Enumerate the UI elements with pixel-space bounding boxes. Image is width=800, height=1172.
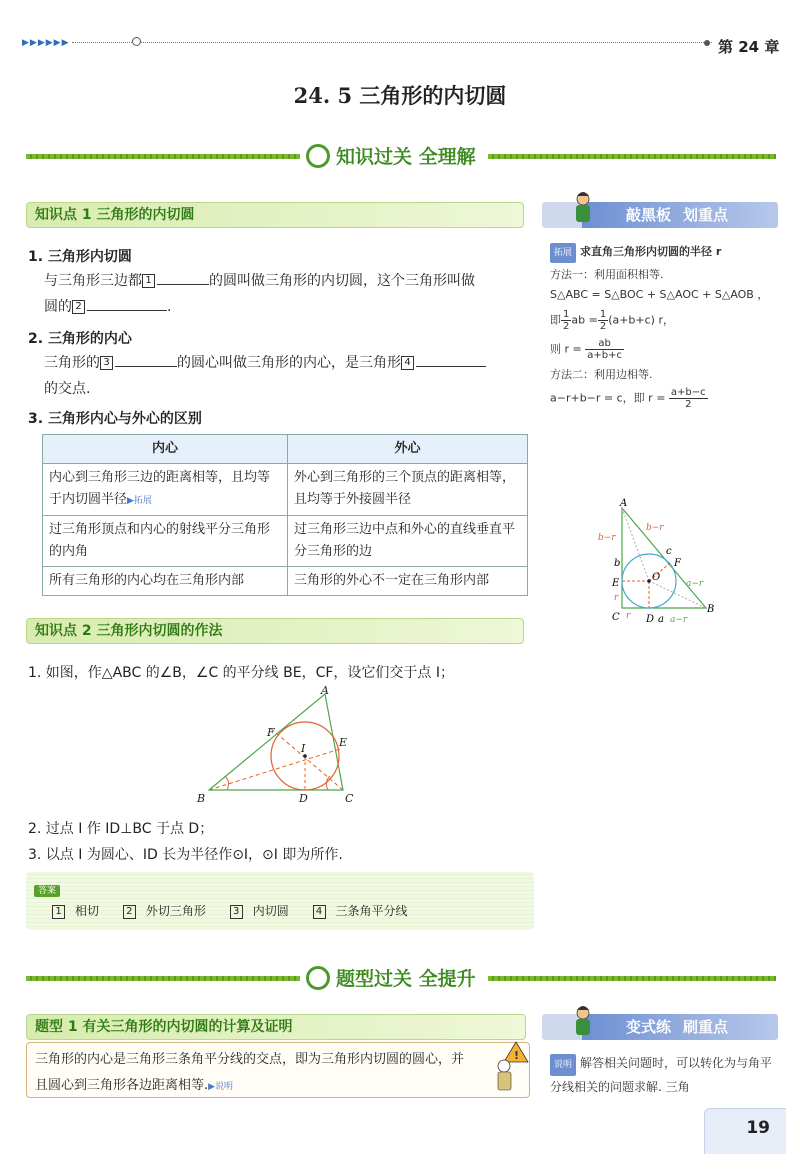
svg-text:a−r: a−r bbox=[686, 579, 704, 589]
section-banner-title: 知识过关 全理解 bbox=[330, 142, 482, 169]
incircle-construction-figure bbox=[195, 684, 365, 808]
svg-text:E: E bbox=[339, 736, 348, 749]
item-1-heading: 1. 三角形内切圆 bbox=[28, 249, 132, 265]
svg-text:a−r: a−r bbox=[670, 615, 688, 625]
svg-text:I: I bbox=[301, 742, 306, 755]
svg-text:C: C bbox=[345, 792, 354, 805]
svg-text:B: B bbox=[707, 604, 715, 615]
item-2-heading: 2. 三角形的内心 bbox=[28, 331, 132, 347]
knowledge-point-1-header: 知识点 1 三角形的内切圆 bbox=[26, 202, 524, 228]
header-rule bbox=[72, 42, 712, 43]
svg-text:O: O bbox=[652, 572, 661, 583]
sidebar-explain-note: 说明 解答相关问题时，可以转化为与角平分线相关的问题求解. 三角 bbox=[550, 1056, 773, 1094]
svg-text:B: B bbox=[197, 792, 206, 805]
swirl-icon bbox=[306, 966, 330, 990]
item-2-text: 三角形的 3 的圆心叫做三角形的内心，是三角形 4 的交点. bbox=[44, 350, 528, 402]
table-cell: 所有三角形的内心均在三角形内部 bbox=[43, 567, 288, 596]
sidebar-expand-note: 拓展 求直角三角形内切圆的半径 r 方法一：利用面积相等. S△ABC = S△BOC + S△AOC + S△AOB ， 即 $\frac{1}{2}$ ab = $\frac{1}{2}$ (a+b+c) r， 则 r = $\frac{ab}{a+b+c}$ 方法二：利用边相等. a−r+b−r = c，即 r = $\frac{a+b-c}{2}$ bbox=[550, 245, 769, 410]
item-3-heading: 3. 三角形内心与外心的区别 bbox=[28, 411, 202, 427]
sidebar-header-key-points: 敲黑板 划重点 bbox=[542, 202, 778, 228]
construction-step-1: 1. 如图，作△ABC 的∠B，∠C 的平分线 BE，CF，设它们交于点 I； bbox=[28, 665, 454, 681]
swirl-icon bbox=[306, 144, 330, 168]
page-number-tab bbox=[704, 1108, 786, 1154]
header-arrows-decoration: ▶▶▶▶▶▶ bbox=[22, 38, 70, 48]
svg-text:b: b bbox=[614, 558, 621, 569]
svg-text:b−r: b−r bbox=[598, 533, 616, 543]
svg-text:D: D bbox=[646, 614, 655, 625]
svg-text:b−r: b−r bbox=[646, 523, 664, 533]
svg-text:C: C bbox=[612, 612, 620, 623]
answer-box-1: 1 bbox=[142, 274, 155, 288]
answer-list: 1 相切 2 外切三角形 3 内切圆 4 三条角平分线 bbox=[52, 902, 428, 919]
table-cell: 过三角形顶点和内心的射线平分三角形的内角 bbox=[43, 516, 288, 567]
table-header: 外心 bbox=[288, 435, 528, 464]
table-cell: 三角形的外心不一定在三角形内部 bbox=[288, 567, 528, 596]
fill-blank-2[interactable] bbox=[87, 295, 167, 311]
warning-mascot-icon bbox=[490, 1040, 530, 1096]
svg-text:F: F bbox=[267, 726, 275, 739]
answer-tag: 答案 bbox=[34, 878, 60, 897]
table-row bbox=[43, 516, 528, 567]
svg-text:r: r bbox=[626, 611, 631, 621]
table-row bbox=[43, 464, 528, 516]
construction-step-3: 3. 以点 I 为圆心、ID 长为半径作⊙I，⊙I 即为所作. bbox=[28, 847, 343, 863]
svg-text:r: r bbox=[614, 593, 619, 603]
fill-blank-4[interactable] bbox=[416, 351, 486, 367]
svg-text:E: E bbox=[612, 578, 620, 589]
table-row bbox=[43, 567, 528, 596]
answer-box-2: 2 bbox=[72, 300, 85, 314]
construction-step-2: 2. 过点 I 作 ID⊥BC 于点 D； bbox=[28, 821, 214, 837]
svg-text:A: A bbox=[620, 498, 628, 509]
svg-text:!: ! bbox=[514, 1049, 520, 1062]
svg-text:A: A bbox=[321, 684, 329, 697]
question-type-1-header: 题型 1 有关三角形的内切圆的计算及证明 bbox=[26, 1014, 526, 1040]
table-cell: 过三角形三边中点和外心的直线垂直平分三角形的边 bbox=[288, 516, 528, 567]
header-ring-decoration bbox=[132, 37, 141, 46]
fill-blank-3[interactable] bbox=[115, 351, 177, 367]
page-title: 24. 5 三角形的内切圆 bbox=[293, 83, 507, 108]
svg-text:c: c bbox=[666, 546, 672, 557]
section-banner-knowledge bbox=[300, 142, 488, 169]
answer-panel bbox=[26, 872, 534, 930]
svg-text:D: D bbox=[299, 792, 308, 805]
teacher-icon bbox=[568, 190, 598, 228]
svg-text:F: F bbox=[674, 558, 681, 569]
section-banner-practice bbox=[300, 964, 488, 991]
incenter-circumcenter-table bbox=[42, 434, 528, 596]
sidebar-header-practice: 变式练 刷重点 bbox=[542, 1014, 778, 1040]
table-cell: 内心到三角形三边的距离相等，且均等于内切圆半径 bbox=[49, 470, 271, 507]
item-1-text: 与三角形三边都 1 的圆叫做三角形的内切圆，这个三角形叫做 圆的 2 . bbox=[44, 268, 528, 320]
svg-text:a: a bbox=[658, 614, 664, 625]
table-cell: 外心到三角形的三个顶点的距离相等，且均等于外接圆半径 bbox=[288, 464, 528, 516]
explain-tag[interactable]: ▶说明 bbox=[208, 1082, 234, 1092]
page-number: 19 bbox=[746, 1118, 770, 1138]
student-icon bbox=[568, 1004, 598, 1040]
right-triangle-incircle-figure bbox=[588, 496, 718, 626]
fill-blank-1[interactable] bbox=[157, 269, 209, 285]
answer-box-3: 3 bbox=[100, 356, 113, 370]
answer-box-4: 4 bbox=[401, 356, 414, 370]
chapter-label: 第 24 章 bbox=[718, 38, 780, 56]
table-header: 内心 bbox=[43, 435, 288, 464]
knowledge-point-2-header: 知识点 2 三角形内切圆的作法 bbox=[26, 618, 524, 644]
header-dot-decoration bbox=[704, 40, 710, 46]
expand-tag[interactable]: ▶拓展 bbox=[127, 496, 152, 506]
section-banner-title: 题型过关 全提升 bbox=[330, 964, 482, 991]
question-type-1-note: 三角形的内心是三角形三条角平分线的交点，即为三角形内切圆的圆心，并且圆心到三角形各边距离相等.▶说明 bbox=[26, 1042, 530, 1098]
